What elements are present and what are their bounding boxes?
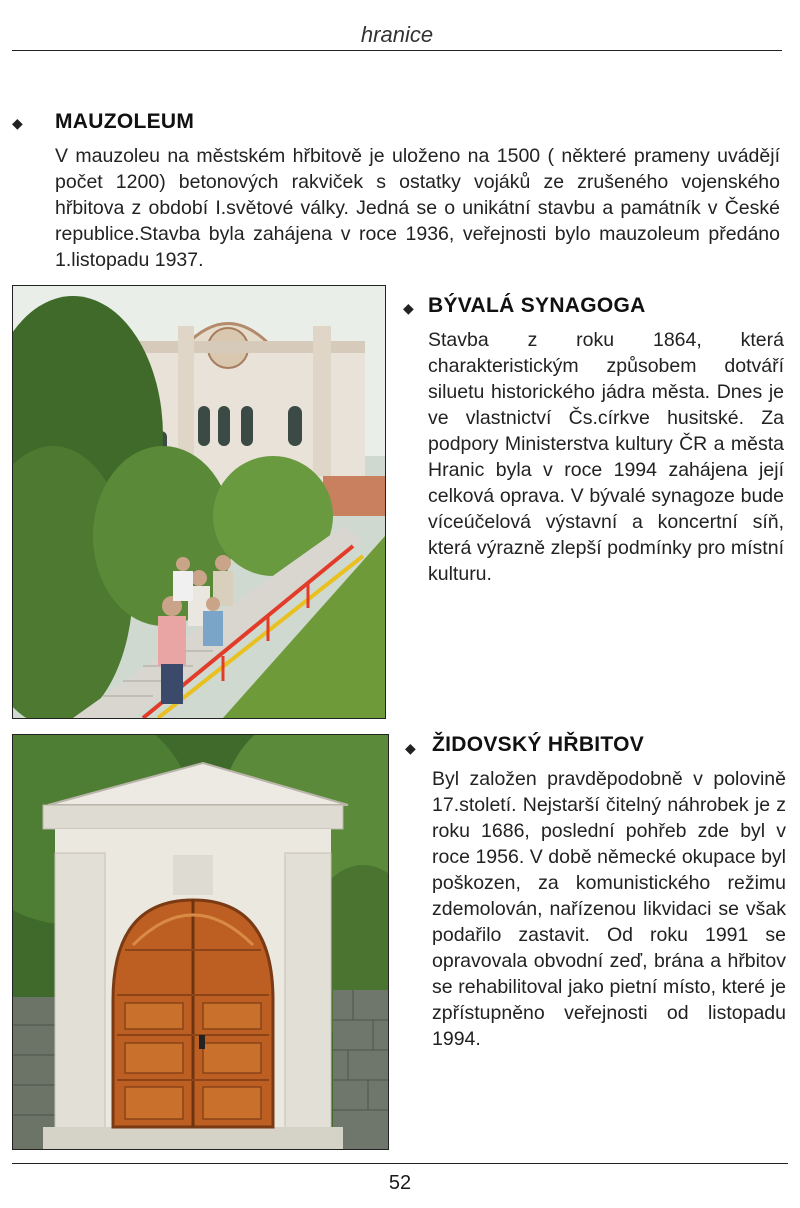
section-heading-mauzoleum: MAUZOLEUM — [55, 110, 195, 133]
section-text-mauzoleum: V mauzoleu na městském hřbitově je uloženo na 1500 ( některé prameny uvádějí počet 1200) betonových rakviček s ostatky vojáků ze zrušeného vojenského hřbitova z období I.světové války. Jedná se o unikátní stavbu a památník v České republice.Stavba byla zahájena v roce 1936, veřejnosti bylo mauzoleum předáno 1.listopadu 1937. — [55, 145, 780, 271]
section-text-synagoga: Stavba z roku 1864, která charakteristickým způsobem dotváří siluetu historického jádra města. Dnes je ve vlastnictví Čs.církve husitské. Za podpory Ministerstva kultury ČR a města Hranic byla v roce 1994 zahájena její celková oprava. V bývalé synagoze bude víceúčelová výstavní a koncertní síň, která výrazně zlepší podmínky pro místní kulturu. — [428, 329, 784, 585]
section-text-hrbitov: Byl založen pravděpodobně v polovině 17.století. Nejstarší čitelný náhrobek je z roku 1686, poslední pohřeb zde byl v roce 1956. V době německé okupace byl poškozen, za komunistického režimu zdemolován, nařízenou likvidaci se však podařilo zastavit. Od roku 1991 se opravovala obvodní zeď, brána a hřbitov se rehabilitoval jako pietní místo, které je zpřístupněno veřejnosti od listopadu 1994. — [432, 768, 786, 1050]
cemetery-gate-photo — [12, 734, 389, 1150]
section-heading-synagoga: BÝVALÁ SYNAGOGA — [428, 294, 646, 317]
bullet-icon: ◆ — [403, 300, 414, 316]
header-rule — [12, 50, 782, 51]
section-heading-hrbitov: ŽIDOVSKÝ HŘBITOV — [432, 733, 645, 756]
running-header: hranice — [360, 22, 434, 47]
bullet-icon: ◆ — [405, 740, 416, 756]
page-number: 52 — [388, 1172, 412, 1194]
synagogue-photo — [12, 285, 386, 719]
footer-rule — [12, 1163, 788, 1164]
bullet-icon: ◆ — [12, 115, 23, 131]
